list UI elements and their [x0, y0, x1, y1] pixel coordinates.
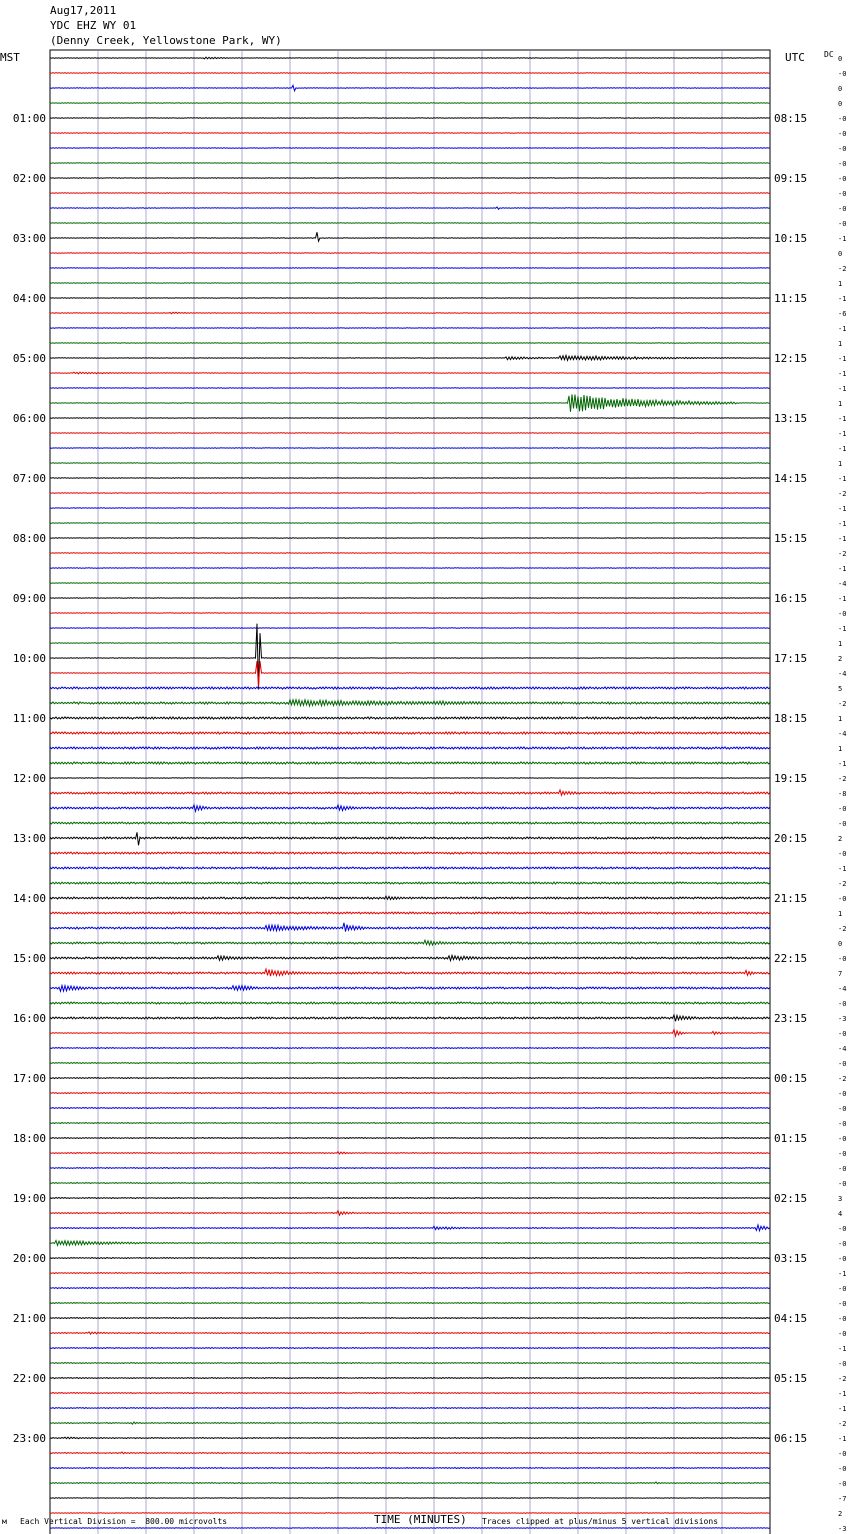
trace-line — [50, 1452, 770, 1454]
trace-line — [50, 1528, 770, 1529]
trace-line — [50, 1378, 770, 1379]
trace-line — [50, 478, 770, 479]
mst-hour-label: 23:00 — [12, 1432, 46, 1445]
trace-line — [50, 687, 770, 689]
trace-line — [50, 1273, 770, 1274]
dc-offset-value: -1 — [838, 1405, 847, 1413]
trace-line — [50, 463, 770, 464]
trace-line — [50, 508, 770, 509]
right-axis-title: UTC — [785, 51, 805, 64]
trace-line — [50, 778, 770, 779]
dc-offset-value: -1 — [838, 430, 847, 438]
dc-offset-value: -0 — [838, 1060, 847, 1068]
trace-line — [50, 523, 770, 524]
utc-hour-label: 17:15 — [774, 652, 808, 665]
dc-offset-value: 1 — [838, 745, 843, 753]
trace-line — [50, 1048, 770, 1049]
trace-line — [50, 1408, 770, 1409]
dc-offset-value: 0 — [838, 85, 843, 93]
trace-line — [50, 232, 770, 241]
utc-hour-label: 02:15 — [774, 1192, 808, 1205]
trace-line — [50, 1422, 770, 1424]
trace-line — [50, 969, 770, 976]
dc-offset-value: -1 — [838, 235, 847, 243]
trace-line — [50, 1138, 770, 1139]
dc-offset-value: -1 — [838, 595, 847, 603]
dc-offset-value: -4 — [838, 580, 847, 588]
dc-offset-value: -0 — [838, 1360, 847, 1368]
trace-line — [50, 1363, 770, 1364]
dc-offset-value: -0 — [838, 1330, 847, 1338]
dc-column-title: DC — [824, 50, 834, 59]
utc-hour-label: 20:15 — [774, 832, 808, 845]
trace-line — [50, 493, 770, 494]
utc-hour-label: 05:15 — [774, 1372, 808, 1385]
trace-line — [50, 732, 770, 734]
trace-line — [50, 57, 770, 59]
dc-offset-value: 1 — [838, 715, 843, 723]
utc-hour-label: 12:15 — [774, 352, 808, 365]
mst-hour-label: 09:00 — [12, 592, 46, 605]
dc-offset-value: 5 — [838, 685, 843, 693]
dc-offset-value: -0 — [838, 205, 847, 213]
dc-offset-value: 1 — [838, 640, 843, 648]
utc-hour-label: 13:15 — [774, 412, 808, 425]
dc-offset-value: 0 — [838, 100, 843, 108]
clip-note: Traces clipped at plus/minus 5 vertical divisions — [482, 1517, 719, 1526]
mst-hour-label: 07:00 — [12, 472, 46, 485]
dc-offset-value: -0 — [838, 115, 847, 123]
trace-line — [50, 207, 770, 209]
trace-line — [50, 1002, 770, 1004]
trace-line — [50, 268, 770, 269]
dc-offset-value: -2 — [838, 880, 847, 888]
mst-hour-label: 17:00 — [12, 1072, 46, 1085]
trace-line — [50, 717, 770, 719]
dc-offset-value: 7 — [838, 970, 843, 978]
dc-offset-value: 1 — [838, 400, 843, 408]
dc-offset-value: 0 — [838, 940, 843, 948]
trace-line — [50, 1482, 770, 1484]
trace-line — [50, 1241, 770, 1246]
trace-line — [50, 1348, 770, 1349]
utc-hour-label: 06:15 — [774, 1432, 808, 1445]
dc-offset-value: -2 — [838, 775, 847, 783]
trace-line — [50, 747, 770, 749]
trace-line — [50, 583, 770, 584]
trace-line — [50, 394, 770, 411]
dc-offset-value: -0 — [838, 1090, 847, 1098]
dc-offset-value: -1 — [838, 415, 847, 423]
dc-offset-value: -0 — [838, 220, 847, 228]
trace-line — [50, 118, 770, 119]
utc-hour-label: 14:15 — [774, 472, 808, 485]
trace-line — [50, 1318, 770, 1319]
dc-offset-value: -0 — [838, 70, 847, 78]
dc-offset-value: 0 — [838, 55, 843, 63]
dc-offset-value: -0 — [838, 1150, 847, 1158]
trace-line — [50, 103, 770, 104]
mst-hour-label: 19:00 — [12, 1192, 46, 1205]
dc-offset-value: -1 — [838, 445, 847, 453]
mst-hour-label: 02:00 — [12, 172, 46, 185]
utc-hour-label: 08:15 — [774, 112, 808, 125]
dc-offset-value: -4 — [838, 670, 847, 678]
trace-line — [50, 628, 770, 629]
dc-offset-value: -0 — [838, 1165, 847, 1173]
dc-offset-value: -0 — [838, 130, 847, 138]
trace-line — [50, 178, 770, 179]
dc-offset-value: -2 — [838, 1075, 847, 1083]
trace-line — [50, 298, 770, 299]
dc-offset-value: -2 — [838, 1375, 847, 1383]
trace-line — [50, 1288, 770, 1289]
mst-hour-label: 12:00 — [12, 772, 46, 785]
trace-line — [50, 882, 770, 884]
trace-line — [50, 805, 770, 811]
dc-offset-value: -1 — [838, 865, 847, 873]
dc-offset-value: 4 — [838, 1210, 843, 1218]
trace-line — [50, 598, 770, 599]
utc-hour-label: 23:15 — [774, 1012, 808, 1025]
mst-hour-label: 03:00 — [12, 232, 46, 245]
mst-hour-label: 16:00 — [12, 1012, 46, 1025]
dc-offset-value: -1 — [838, 760, 847, 768]
dc-offset-value: -0 — [838, 160, 847, 168]
trace-line — [50, 163, 770, 164]
trace-line — [50, 1225, 770, 1231]
dc-offset-value: -0 — [838, 820, 847, 828]
dc-offset-value: 2 — [838, 655, 843, 663]
trace-line — [50, 1152, 770, 1154]
dc-offset-value: -0 — [838, 145, 847, 153]
trace-line — [50, 923, 770, 932]
mst-hour-label: 15:00 — [12, 952, 46, 965]
dc-offset-value: -6 — [838, 310, 847, 318]
dc-offset-value: -0 — [838, 1480, 847, 1488]
dc-offset-value: -3 — [838, 1015, 847, 1023]
x-axis-title: TIME (MINUTES) — [374, 1513, 467, 1526]
trace-line — [50, 1468, 770, 1469]
trace-line — [50, 1183, 770, 1184]
dc-offset-value: -0 — [838, 1465, 847, 1473]
dc-offset-value: -1 — [838, 355, 847, 363]
dc-offset-value: -0 — [838, 1315, 847, 1323]
utc-hour-label: 11:15 — [774, 292, 808, 305]
mst-hour-label: 22:00 — [12, 1372, 46, 1385]
utc-hour-label: 10:15 — [774, 232, 808, 245]
dc-offset-value: -1 — [838, 535, 847, 543]
dc-offset-value: -1 — [838, 385, 847, 393]
corner-mark: м — [2, 1517, 7, 1526]
mst-hour-label: 14:00 — [12, 892, 46, 905]
trace-line — [50, 73, 770, 74]
dc-offset-value: -0 — [838, 175, 847, 183]
trace-line — [50, 1078, 770, 1079]
dc-offset-value: -0 — [838, 1000, 847, 1008]
dc-offset-value: 1 — [838, 280, 843, 288]
dc-offset-value: -2 — [838, 700, 847, 708]
utc-hour-label: 01:15 — [774, 1132, 808, 1145]
dc-offset-value: -1 — [838, 370, 847, 378]
dc-offset-value: -0 — [838, 895, 847, 903]
trace-line — [50, 343, 770, 344]
dc-offset-value: -0 — [838, 1135, 847, 1143]
dc-offset-value: -4 — [838, 985, 847, 993]
trace-line — [50, 328, 770, 329]
dc-offset-value: 1 — [838, 460, 843, 468]
dc-offset-value: -2 — [838, 1420, 847, 1428]
trace-line — [50, 1211, 770, 1216]
trace-line — [50, 832, 770, 845]
dc-offset-value: 2 — [838, 1510, 843, 1518]
trace-line — [50, 1498, 770, 1499]
trace-line — [50, 624, 770, 689]
trace-line — [50, 643, 770, 644]
trace-line — [50, 1332, 770, 1334]
trace-line — [50, 700, 770, 706]
trace-line — [50, 790, 770, 795]
trace-line — [50, 418, 770, 419]
dc-offset-value: -1 — [838, 1270, 847, 1278]
dc-offset-value: -1 — [838, 1345, 847, 1353]
trace-line — [50, 852, 770, 854]
dc-offset-value: -1 — [838, 1390, 847, 1398]
dc-offset-value: -2 — [838, 490, 847, 498]
trace-line — [50, 1093, 770, 1094]
dc-offset-value: -0 — [838, 1240, 847, 1248]
utc-hour-label: 15:15 — [774, 532, 808, 545]
trace-line — [50, 1393, 770, 1394]
dc-offset-value: 1 — [838, 910, 843, 918]
utc-hour-label: 00:15 — [774, 1072, 808, 1085]
dc-offset-value: -0 — [838, 1030, 847, 1038]
mst-hour-label: 08:00 — [12, 532, 46, 545]
trace-line — [50, 613, 770, 614]
trace-line — [50, 193, 770, 194]
dc-offset-value: -0 — [838, 1225, 847, 1233]
dc-offset-value: -0 — [838, 850, 847, 858]
trace-line — [50, 867, 770, 869]
dc-offset-value: -1 — [838, 565, 847, 573]
dc-offset-value: -2 — [838, 265, 847, 273]
dc-offset-value: -1 — [838, 325, 847, 333]
utc-hour-label: 21:15 — [774, 892, 808, 905]
dc-offset-value: -0 — [838, 1180, 847, 1188]
station-code: YDC EHZ WY 01 — [50, 19, 137, 32]
dc-offset-value: 3 — [838, 1195, 843, 1203]
dc-offset-value: -3 — [838, 1525, 847, 1533]
dc-offset-value: -1 — [838, 475, 847, 483]
utc-hour-label: 03:15 — [774, 1252, 808, 1265]
trace-line — [50, 1063, 770, 1064]
dc-offset-value: -8 — [838, 790, 847, 798]
trace-line — [50, 1123, 770, 1124]
dc-offset-value: -0 — [838, 1450, 847, 1458]
trace-line — [50, 253, 770, 254]
trace-line — [50, 433, 770, 434]
plot-date: Aug17,2011 — [50, 4, 117, 17]
mst-hour-label: 01:00 — [12, 112, 46, 125]
dc-offset-value: -2 — [838, 550, 847, 558]
dc-offset-value: -4 — [838, 1045, 847, 1053]
utc-hour-label: 16:15 — [774, 592, 808, 605]
dc-offset-value: -4 — [838, 730, 847, 738]
dc-offset-value: -0 — [838, 1120, 847, 1128]
trace-line — [50, 538, 770, 539]
trace-line — [50, 762, 770, 764]
station-location: (Denny Creek, Yellowstone Park, WY) — [50, 34, 282, 47]
mst-hour-label: 21:00 — [12, 1312, 46, 1325]
dc-offset-value: -0 — [838, 1300, 847, 1308]
utc-hour-label: 04:15 — [774, 1312, 808, 1325]
mst-hour-label: 06:00 — [12, 412, 46, 425]
dc-offset-value: 2 — [838, 835, 843, 843]
trace-line — [50, 1258, 770, 1259]
dc-offset-value: 1 — [838, 340, 843, 348]
trace-line — [50, 986, 770, 992]
mst-hour-label: 05:00 — [12, 352, 46, 365]
trace-line — [50, 85, 770, 91]
dc-offset-value: -0 — [838, 190, 847, 198]
trace-line — [50, 553, 770, 554]
trace-line — [50, 133, 770, 134]
trace-line — [50, 1168, 770, 1169]
mst-hour-label: 10:00 — [12, 652, 46, 665]
trace-line — [50, 1437, 770, 1439]
utc-hour-label: 09:15 — [774, 172, 808, 185]
trace-line — [50, 661, 770, 687]
dc-offset-value: -1 — [838, 1435, 847, 1443]
dc-offset-value: -7 — [838, 1495, 847, 1503]
dc-offset-value: -1 — [838, 520, 847, 528]
mst-hour-label: 04:00 — [12, 292, 46, 305]
trace-line — [50, 372, 770, 374]
trace-line — [50, 1108, 770, 1109]
dc-offset-value: -1 — [838, 625, 847, 633]
trace-line — [50, 148, 770, 149]
trace-line — [50, 1198, 770, 1199]
trace-line — [50, 223, 770, 224]
trace-line — [50, 955, 770, 960]
trace-line — [50, 312, 770, 314]
dc-offset-value: -0 — [838, 805, 847, 813]
mst-hour-label: 20:00 — [12, 1252, 46, 1265]
trace-line — [50, 568, 770, 569]
trace-line — [50, 896, 770, 899]
trace-line — [50, 912, 770, 914]
utc-hour-label: 19:15 — [774, 772, 808, 785]
mst-hour-label: 13:00 — [12, 832, 46, 845]
dc-offset-value: -0 — [838, 610, 847, 618]
mst-hour-label: 18:00 — [12, 1132, 46, 1145]
scale-note: Each Vertical Division = 800.00 microvolts — [20, 1517, 228, 1526]
dc-offset-value: -0 — [838, 1105, 847, 1113]
trace-line — [50, 388, 770, 389]
dc-offset-value: -1 — [838, 505, 847, 513]
mst-hour-label: 11:00 — [12, 712, 46, 725]
dc-offset-value: -0 — [838, 955, 847, 963]
utc-hour-label: 22:15 — [774, 952, 808, 965]
trace-line — [50, 822, 770, 824]
trace-line — [50, 1030, 770, 1037]
trace-line — [50, 1015, 770, 1021]
dc-offset-value: 0 — [838, 250, 843, 258]
trace-line — [50, 1303, 770, 1304]
trace-line — [50, 355, 770, 360]
dc-offset-value: -0 — [838, 1285, 847, 1293]
dc-offset-value: -1 — [838, 295, 847, 303]
dc-offset-value: -2 — [838, 925, 847, 933]
left-axis-title: MST — [0, 51, 20, 64]
trace-line — [50, 940, 770, 945]
trace-line — [50, 283, 770, 284]
trace-line — [50, 448, 770, 449]
utc-hour-label: 18:15 — [774, 712, 808, 725]
dc-offset-value: -0 — [838, 1255, 847, 1263]
